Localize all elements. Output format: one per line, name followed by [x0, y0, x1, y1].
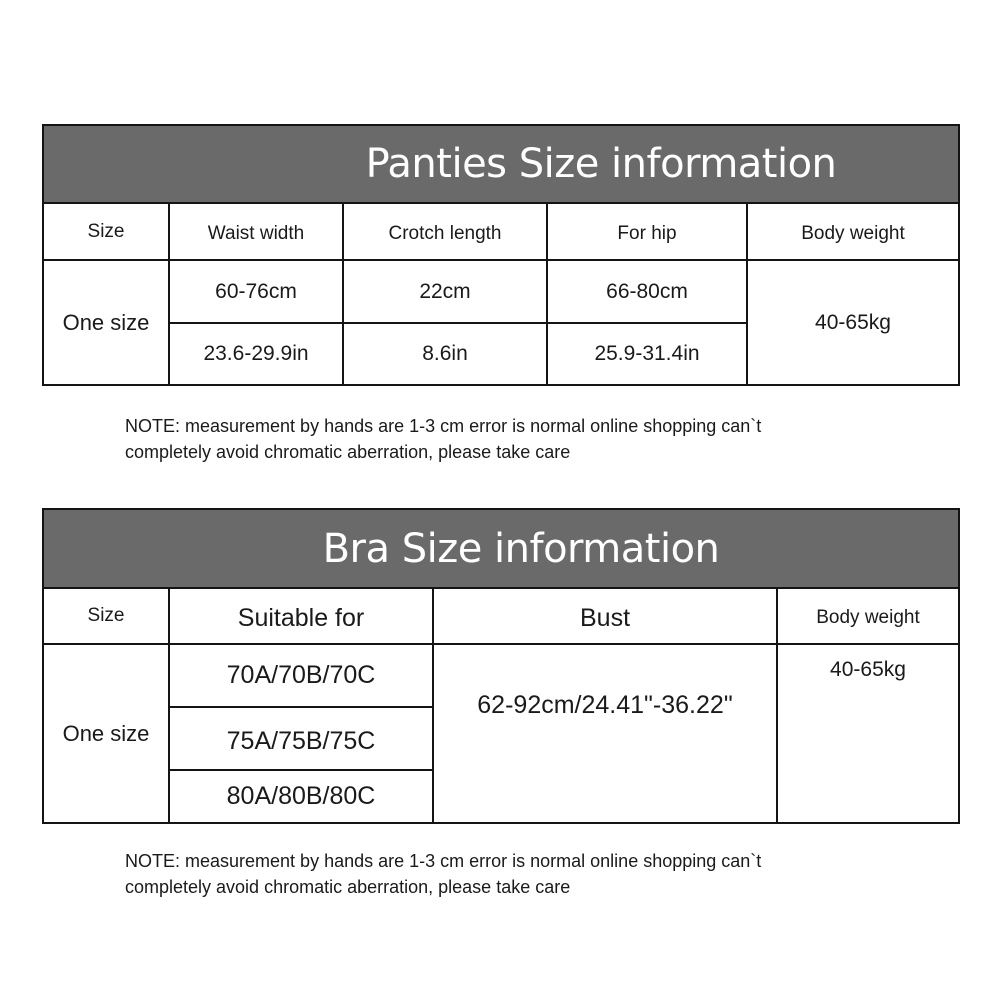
- panties-header-size: Size: [87, 220, 125, 242]
- panties-note-line-1: NOTE: measurement by hands are 1-3 cm error is normal online shopping can`t: [125, 416, 762, 436]
- panties-waist-in: 23.6-29.9in: [203, 342, 309, 365]
- bra-note: [125, 848, 925, 900]
- bra-suitable-80: 80A/80B/80C: [226, 782, 376, 810]
- panties-hip-in: 25.9-31.4in: [594, 342, 700, 365]
- panties-header-hip: For hip: [617, 222, 677, 244]
- bra-header-suitable: Suitable for: [237, 603, 365, 632]
- bra-header-bust: Bust: [579, 603, 631, 632]
- bra-row-divider-1: [170, 706, 434, 708]
- panties-note-line-2: completely avoid chromatic aberration, please take care: [125, 442, 571, 462]
- panties-waist-cm: 60-76cm: [215, 279, 297, 303]
- panties-header-waist: Waist width: [207, 222, 305, 244]
- bra-header-size: Size: [87, 605, 125, 626]
- bra-suitable-70: 70A/70B/70C: [226, 661, 376, 689]
- panties-size-one: One size: [62, 309, 150, 335]
- panties-crotch-cm: 22cm: [419, 279, 471, 303]
- bra-header-weight: Body weight: [816, 607, 920, 628]
- bra-size-one: One size: [62, 720, 150, 746]
- panties-hip-cm: 66-80cm: [606, 279, 688, 303]
- bra-note-line-2: completely avoid chromatic aberration, please take care: [125, 877, 571, 897]
- bra-suitable-75: 75A/75B/75C: [226, 727, 376, 755]
- panties-note: [125, 413, 925, 465]
- panties-body-weight: 40-65kg: [815, 310, 891, 334]
- bra-bust-value: 62-92cm/24.41"-36.22": [477, 690, 733, 719]
- bra-table-title: Bra Size information: [44, 510, 958, 589]
- bra-size-table: [42, 508, 960, 824]
- panties-header-crotch: Crotch length: [388, 222, 502, 244]
- panties-crotch-in: 8.6in: [422, 342, 468, 365]
- bra-body-weight: 40-65kg: [830, 658, 906, 681]
- panties-size-table: [42, 124, 960, 386]
- panties-header-weight: Body weight: [801, 222, 905, 244]
- bra-note-line-1: NOTE: measurement by hands are 1-3 cm error is normal online shopping can`t: [125, 851, 762, 871]
- panties-table-title: Panties Size information: [44, 126, 958, 204]
